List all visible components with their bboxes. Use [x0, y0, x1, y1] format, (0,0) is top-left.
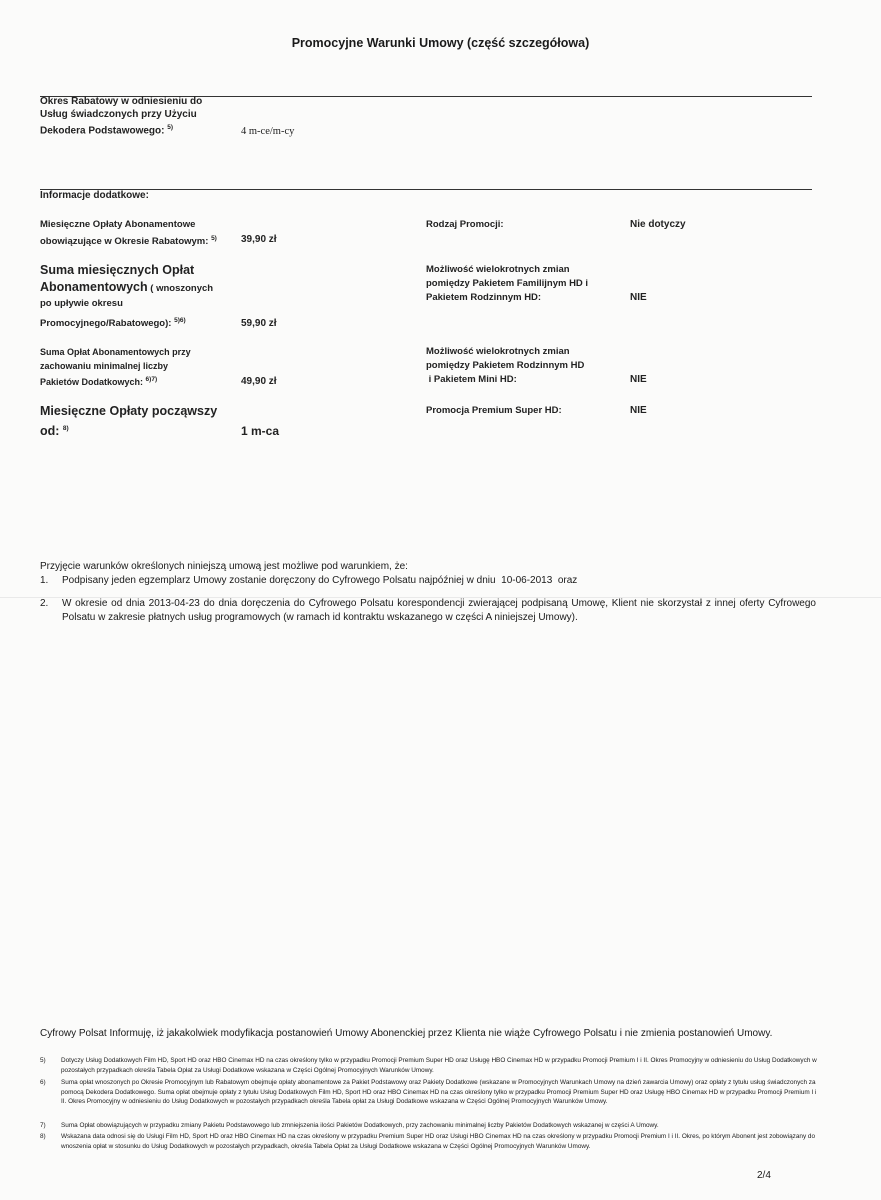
promotion-type-label: Rodzaj Promocji:	[426, 219, 504, 230]
change-rodzinny-mini-label: Możliwość wielokrotnych zmian pomiędzy Pakietem Rodzinnym HD i Pakietem Mini HD:	[426, 346, 585, 385]
monthly-fees-rebate-label: Miesięczne Opłaty Abonamentowe obowiązujące w Okresie Rabatowym: $^{5)}$	[40, 219, 217, 248]
footnote: 5) Dotyczy Usług Dodatkowych Film HD, Sport HD oraz HBO Cinemax HD na czas określony tylko w przypadku Promocji Premium Super HD oraz Usługę HBO Cinemax HD w przypadku Promocji Premium I i II. Okres Promocyjny w odniesieniu do Usług Dodatkowych w pozostałych przypadkach określa Tabela Opłat za Usługi Dodatkowe wskazana w Części Ogólnej Promocyjnych Warunków Umowy.	[40, 1057, 817, 1074]
conditions-block	[40, 560, 820, 588]
premium-super-hd-label: Promocja Premium Super HD:	[426, 405, 562, 416]
sum-monthly-fees-label: Suma miesięcznych Opłat Abonamentowych ( wnoszonych po upływie okresu Promocyjnego/Rabatowego): $^{5)6)}$	[40, 263, 214, 330]
footnote: 8) Wskazana data odnosi się do Usługi Film HD, Sport HD oraz HBO Cinemax HD na czas określony w przypadku Premium Super HD oraz Usługi HBO Cinemax HD na czas określony w przypadku Promocji Premium I i II. Okres, po którym Abonent jest zobowiązany do wnoszenia opłat w stosunku do Usług Dodatkowych w pozostałych przypadkach, określa Tabela Opłat za Usługi Dodatkowe wskazana w Części Ogólnej Promocyjnych Warunków Umowy.	[40, 1133, 816, 1150]
monthly-fees-rebate-value: 39,90 zł	[241, 234, 277, 245]
rebate-period-value: 4 m-ce/m-cy	[241, 126, 295, 137]
premium-super-hd-value: NIE	[630, 405, 647, 416]
footnote: 7) Suma Opłat obowiązujących w przypadku zmiany Pakietu Podstawowego lub zmniejszenia ilości Pakietów Dodatkowych, przy zachowaniu minimalnej liczby Pakietów Dodatkowych wskazanej w części A Umowy.	[40, 1122, 659, 1129]
additional-info-header: Informacje dodatkowe:	[40, 190, 149, 201]
page-number: 2/4	[757, 1170, 771, 1181]
document-title: Promocyjne Warunki Umowy (część szczegółowa)	[291, 36, 590, 50]
rebate-period-label: Okres Rabatowy w odniesieniu do Usług świadczonych przy Użyciu Dekodera Podstawowego: $^{5)}$	[40, 96, 203, 137]
condition-item: 1. Podpisany jeden egzemplarz Umowy zostanie doręczony do Cyfrowego Polsatu najpóźniej w dniu 10-06-2013 oraz	[40, 575, 578, 586]
section-rule-info	[40, 189, 812, 190]
sum-fees-min-packages-label: Suma Opłat Abonamentowych przy zachowaniu minimalnej liczby Pakietów Dodatkowych: $^{6)7)}$	[40, 347, 191, 387]
footnote: 6) Suma opłat wnoszonych po Okresie Promocyjnym lub Rabatowym obejmuje opłaty abonamentowe za Pakiet Podstawowy oraz Pakiety Dodatkowe (wskazane w Promocyjnych Warunkach Umowy na dzień zawarcia Umowy) oraz opłaty z tytułu usług świadczonych za pomocą Dekodera Dodatkowego. Suma opłat obejmuje opłaty z tytułu Usług Dodatkowych Film HD, Sport HD oraz HBO Cinemax HD na czas określony tylko w przypadku Promocji Premium Super HD oraz Usługę HBO Cinemax HD w przypadku Promocji Premium I i II. Okres Promocyjny w odniesieniu do Usług Dodatkowych w pozostałych przypadkach określa Tabela opłat za Usługi Dodatkowe wskazana w Części Ogólnej Promocyjnych Warunków Umowy.	[40, 1079, 817, 1106]
sum-monthly-fees-value: 59,90 zł	[241, 318, 277, 329]
conditions-intro: Przyjęcie warunków określonych niniejszą umową jest możliwe pod warunkiem, że:	[40, 561, 408, 572]
change-familijny-rodzinny-label: Możliwość wielokrotnych zmian pomiędzy Pakietem Familijnym HD i Pakietem Rodzinnym HD:	[426, 264, 589, 303]
change-familijny-rodzinny-value: NIE	[630, 292, 647, 303]
change-rodzinny-mini-value: NIE	[630, 374, 647, 385]
monthly-fees-from-label: Miesięczne Opłaty począwszy od: $^{8)}$	[40, 404, 218, 439]
promotion-type-value: Nie dotyczy	[630, 219, 686, 230]
disclaimer: Cyfrowy Polsat Informuję, iż jakakolwiek modyfikacja postanowień Umowy Abonenckiej przez Klienta nie wiąże Cyfrowego Polsatu i nie zmienia postanowień Umowy.	[40, 1028, 773, 1039]
condition-item: 2. W okresie od dnia 2013-04-23 do dnia doręczenia do Cyfrowego Polsatu korespondencji zwierającej podpisaną Umowę, Klient nie skorzystał z innej oferty Cyfrowego Polsatu w zakresie płatnych usług programowych (w ramach id kontraktu wskazanego w części A niniejszej Umowy).	[40, 598, 816, 623]
sum-fees-min-packages-value: 49,90 zł	[241, 376, 277, 387]
monthly-fees-from-value: 1 m-ca	[241, 424, 280, 438]
